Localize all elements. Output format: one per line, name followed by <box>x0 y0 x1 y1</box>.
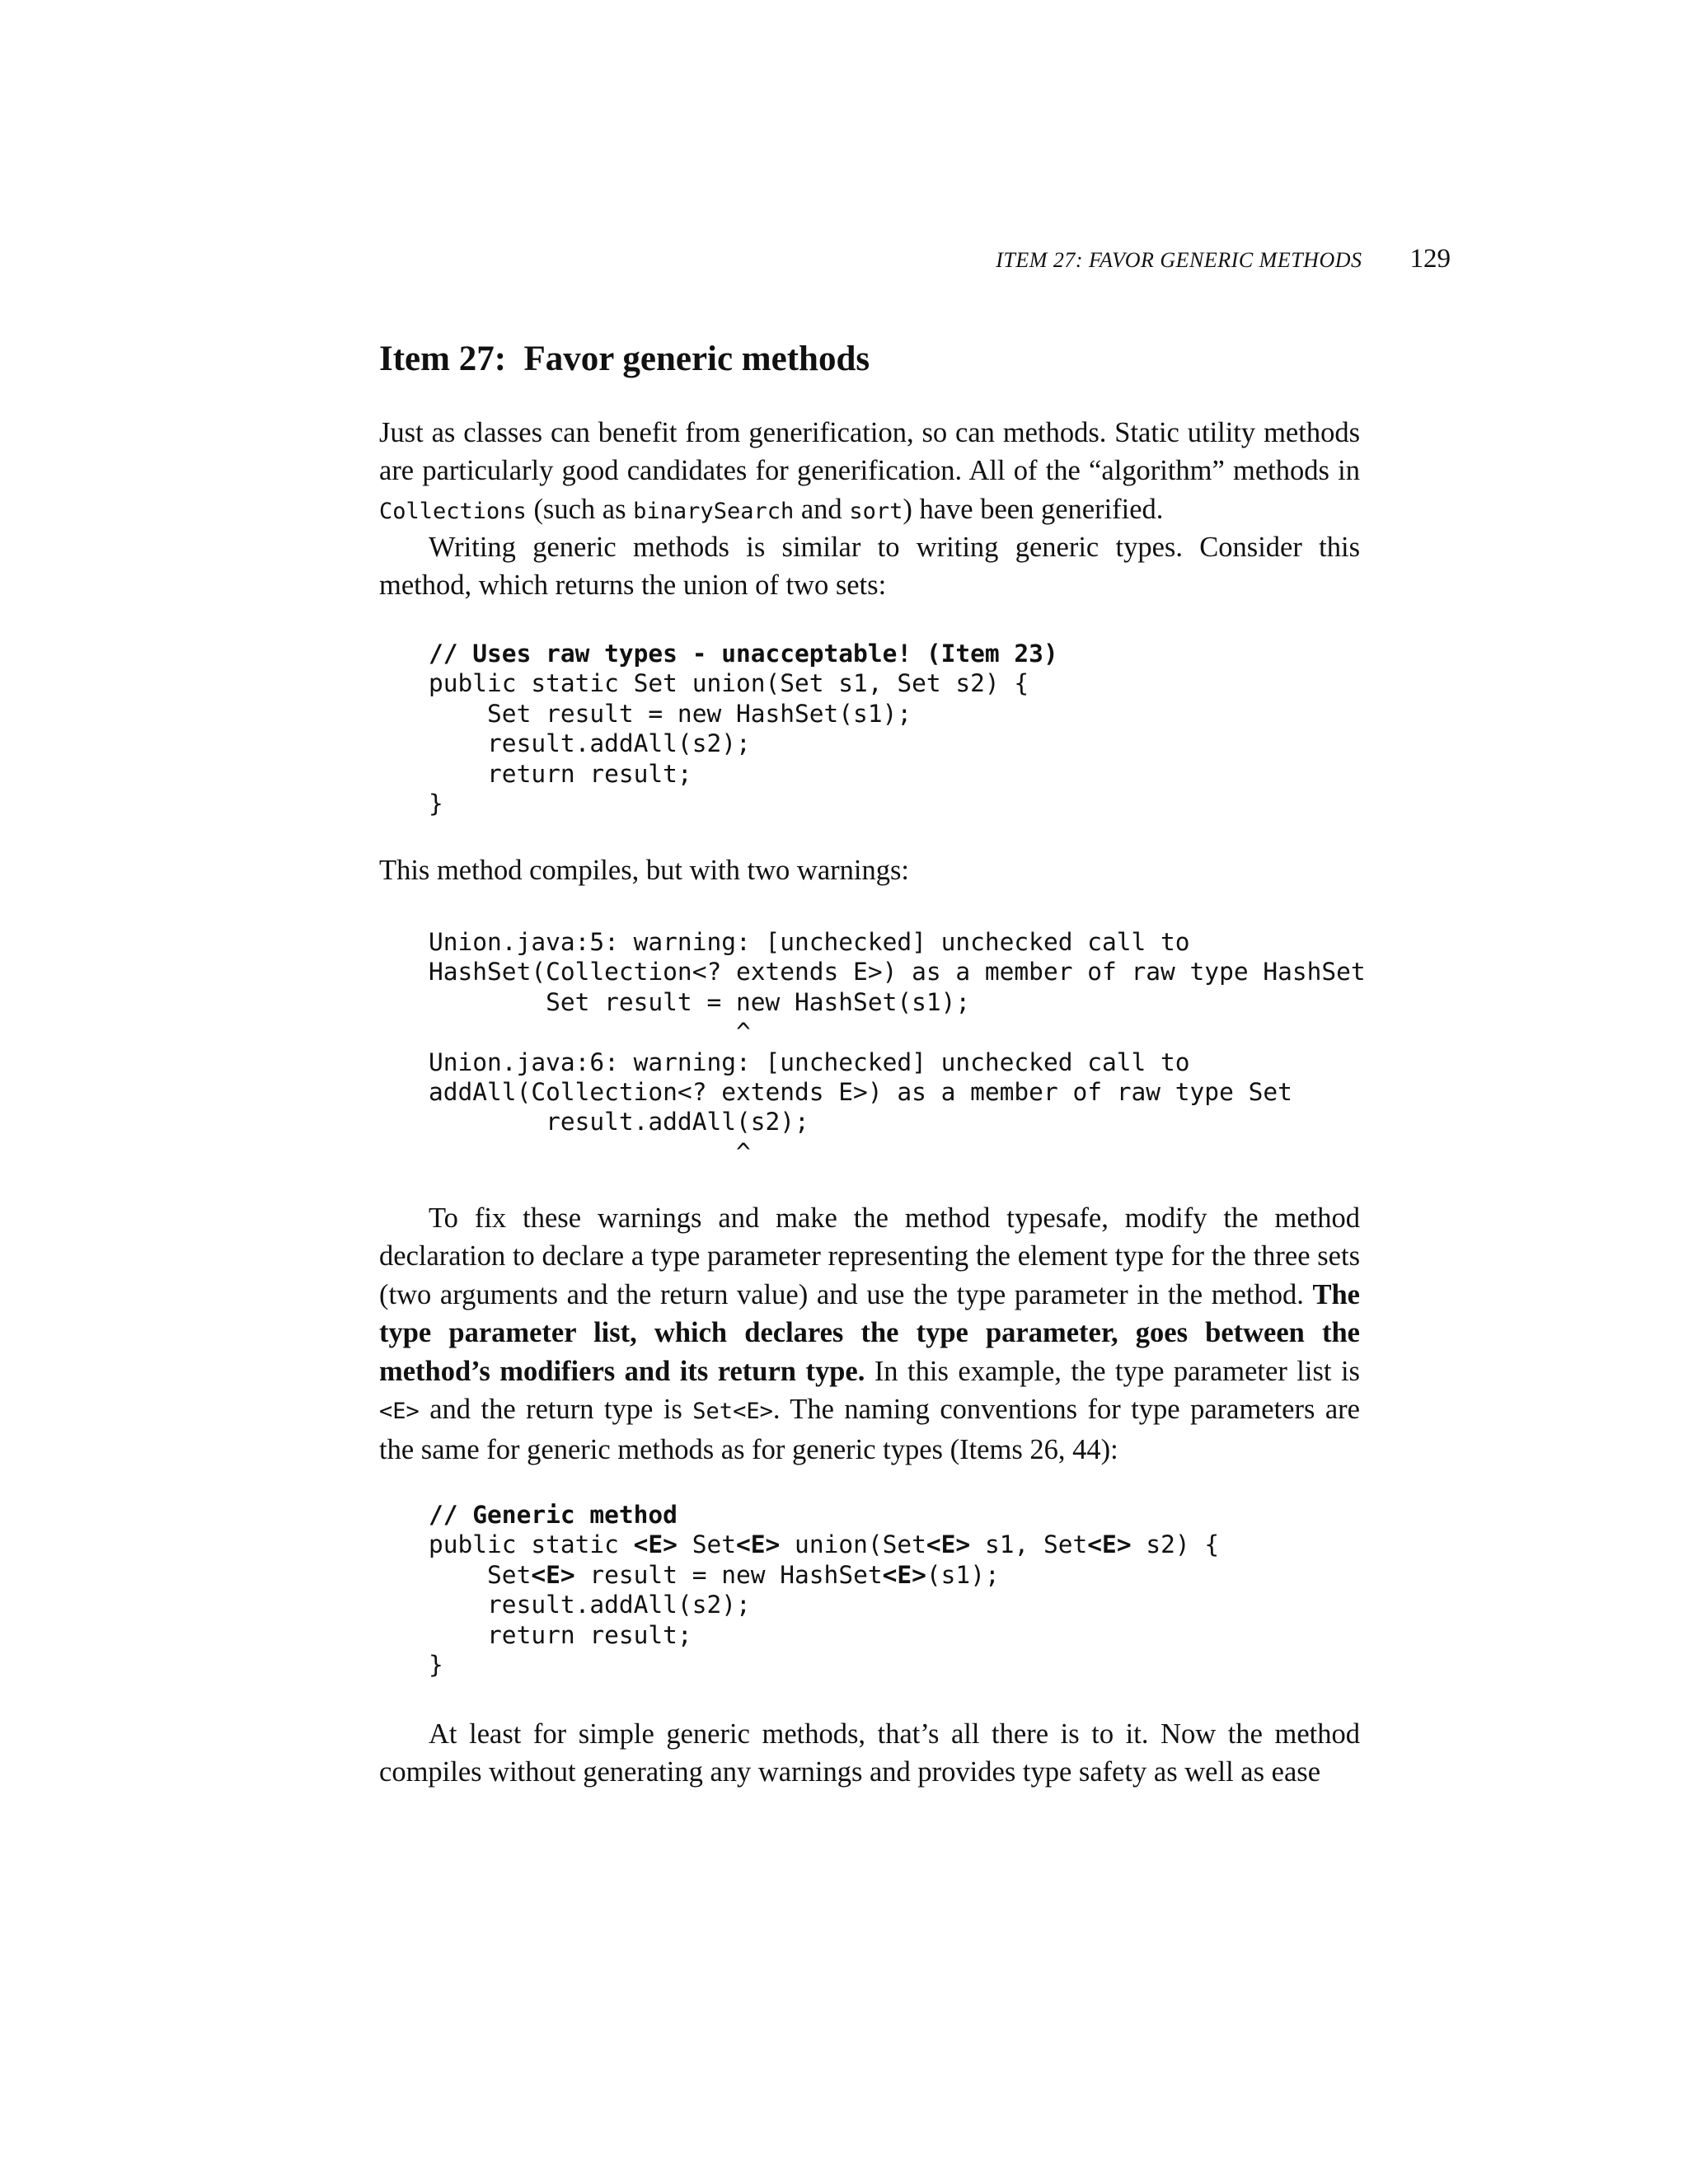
code-line: return result; <box>429 1620 692 1649</box>
emphasis-text: The type parameter list, which declares the type parameter, goes between the method’s modifiers and its return type. <box>379 1278 1360 1387</box>
code-line: } <box>429 1651 443 1680</box>
inline-code-binarysearch: binarySearch <box>633 498 795 524</box>
intro-paragraph <box>379 414 1360 531</box>
code-comment: // Generic method <box>429 1501 678 1529</box>
running-head-title: ITEM 27: FAVOR GENERIC METHODS <box>996 248 1362 272</box>
warning-caret: ^ <box>429 1018 751 1047</box>
code-line: Set<E> result = new HashSet<E>(s1); <box>429 1560 1000 1589</box>
intro-text-2: (such as <box>526 493 634 525</box>
inline-code-sort: sort <box>849 498 903 524</box>
item-title: Item 27: Favor generic methods <box>379 340 870 378</box>
code-line: result.addAll(s2); <box>429 1591 751 1619</box>
inline-code-return-type: Set<E> <box>692 1399 773 1425</box>
warning-line: Union.java:5: warning: [unchecked] unchecked call to <box>429 928 1190 956</box>
code-line: return result; <box>429 759 692 788</box>
paragraph-text: and the return type is <box>419 1394 693 1426</box>
page-number: 129 <box>1409 244 1451 274</box>
code-line: public static <E> Set<E> union(Set<E> s1, Set<E> s2) { <box>429 1530 1220 1559</box>
warning-line: addAll(Collection<? extends E>) as a member of raw type Set <box>429 1078 1292 1107</box>
warning-caret: ^ <box>429 1137 751 1166</box>
inline-code-type-param: <E> <box>379 1399 420 1425</box>
code-block-generic-union <box>429 1500 1219 1680</box>
warning-line: result.addAll(s2); <box>429 1108 809 1137</box>
paragraph-generic-methods: Writing generic methods is similar to writing generic types. Consider this method, which returns the union of two sets: <box>379 532 1360 602</box>
compiler-warnings-block <box>429 927 1366 1167</box>
intro-text-1: Just as classes can benefit from generification, so can methods. Static utility methods are particularly good candidates for generification. All of the “algorithm” methods in <box>379 417 1360 487</box>
paragraph-text: . The naming conventions for type parameters are the same for generic methods as for generic types (Items 26, 44): <box>379 1394 1360 1466</box>
running-head <box>824 244 1451 274</box>
code-comment: // Uses raw types - unacceptable! (Item 23) <box>429 640 1058 668</box>
warning-line: Union.java:6: warning: [unchecked] unchecked call to <box>429 1047 1190 1076</box>
inline-code-collections: Collections <box>379 498 527 524</box>
paragraph-type-parameter <box>379 1199 1360 1469</box>
paragraph-warnings-intro: This method compiles, but with two warnings: <box>379 855 909 886</box>
code-line: } <box>429 790 443 818</box>
warning-line: HashSet(Collection<? extends E>) as a member of raw type HashSet <box>429 958 1366 987</box>
intro-text-4: ) have been generified. <box>903 493 1164 525</box>
paragraph-conclusion: At least for simple generic methods, that’s all there is to it. Now the method compiles without generating any warnings and provides type safety as well as ease <box>379 1718 1360 1788</box>
paragraph-text: In this example, the type parameter list is <box>865 1355 1360 1387</box>
intro-text-3: and <box>794 493 850 525</box>
code-block-raw-union <box>429 639 1058 818</box>
paragraph-text: To fix these warnings and make the method typesafe, modify the method declaration to declare a type parameter representing the element type for the three sets (two arguments and the return value) and use the type parameter in the method. <box>379 1202 1360 1310</box>
code-line: Set result = new HashSet(s1); <box>429 699 912 728</box>
warning-line: Set result = new HashSet(s1); <box>429 987 971 1016</box>
code-line: result.addAll(s2); <box>429 729 751 758</box>
code-line: public static Set union(Set s1, Set s2) { <box>429 669 1029 698</box>
